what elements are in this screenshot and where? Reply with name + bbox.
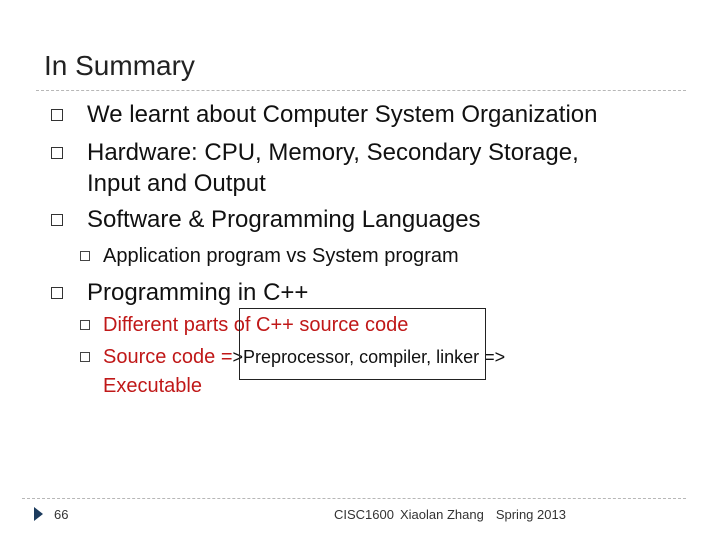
bullet-square-icon xyxy=(51,109,63,121)
bullet-computer-organization: We learnt about Computer System Organization xyxy=(87,101,598,128)
source-code-label: Source code = xyxy=(103,346,233,368)
footer-divider xyxy=(22,498,686,499)
bullet-square-icon xyxy=(51,287,63,299)
bullet-hardware-line2: Input and Output xyxy=(87,170,266,197)
page-number: 66 xyxy=(54,507,69,522)
pipeline-text: >Preprocessor, compiler, linker => xyxy=(232,347,506,367)
sub-bullet-app-vs-system: Application program vs System program xyxy=(103,245,459,267)
title-divider xyxy=(36,90,686,91)
sub-bullet-square-icon xyxy=(80,352,90,362)
page-marker-icon xyxy=(34,507,43,521)
sub-bullet-cpp-parts: Different parts of C++ source code xyxy=(103,314,409,336)
highlight-box xyxy=(239,308,486,380)
sub-bullet-square-icon xyxy=(80,320,90,330)
bullet-hardware-line1: Hardware: CPU, Memory, Secondary Storage, xyxy=(87,139,579,166)
slide-title: In Summary xyxy=(44,50,195,81)
sub-bullet-square-icon xyxy=(80,251,90,261)
sub-bullet-executable: Executable xyxy=(103,375,202,397)
bullet-cpp: Programming in C++ xyxy=(87,279,309,306)
footer-author: Xiaolan Zhang xyxy=(399,507,484,522)
footer-text xyxy=(334,507,572,522)
footer-term: Spring 2013 xyxy=(495,507,566,522)
bullet-square-icon xyxy=(51,147,63,159)
footer-course: CISC1600 xyxy=(334,507,394,522)
bullet-square-icon xyxy=(51,214,63,226)
bullet-software: Software & Programming Languages xyxy=(87,206,481,233)
